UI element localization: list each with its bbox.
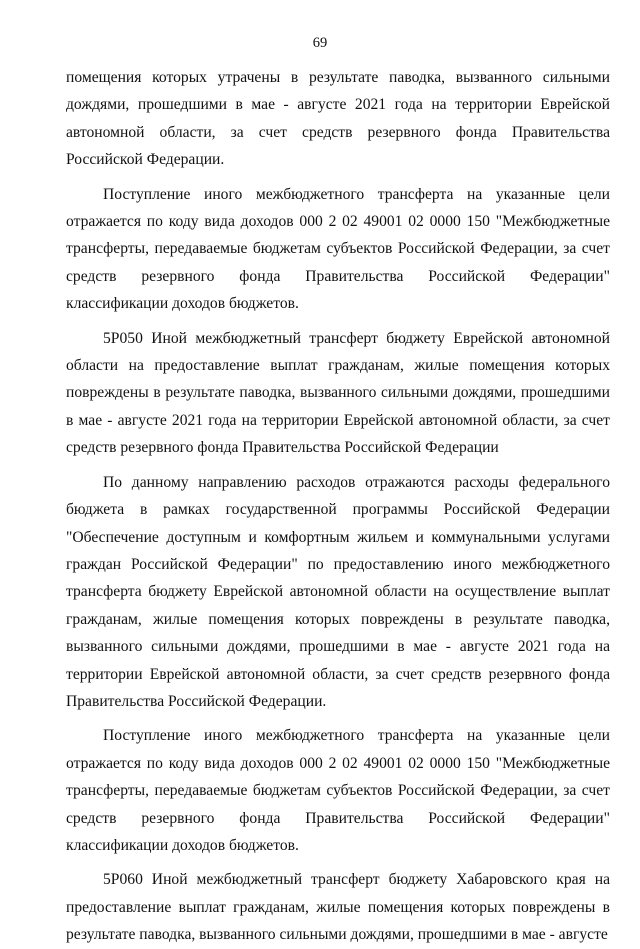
document-body <box>66 64 610 949</box>
paragraph-5p060-heading: 5Р060 Иной межбюджетный трансферт бюджету Хабаровского края на предоставление выплат гражданам, жилые помещения которых повреждены в результате паводка, вызванного сильными дождями, прошедшими в мае - августе <box>66 871 610 944</box>
paragraph-5p050-heading: 5Р050 Иной межбюджетный трансферт бюджету Еврейской автономной области на предоставление выплат гражданам, жилые помещения которых повреждены в результате паводка, вызванного сильными дождями, прошедшими в мае - августе 2021 года на территории Еврейской автономной области, за счет средств резервного фонда Правительства Российской Федерации <box>66 329 610 457</box>
paragraph-income-code-2: Поступление иного межбюджетного трансферта на указанные цели отражается по коду вида доходов 000 2 02 49001 02 0000 150 "Межбюджетные трансферты, передаваемые бюджетам субъектов Российской Федерации, за счет средств резервного фонда Правительства Российской Федерации" классификации доходов бюджетов. <box>66 727 610 854</box>
paragraph-5p050-description: По данному направлению расходов отражаются расходы федерального бюджета в рамках государственной программы Российской Федерации "Обеспечение доступным и комфортным жильем и коммунальными услугами граждан Российской Федерации" по предоставлению иного межбюджетного трансферта бюджету Еврейской автономной области на осуществление выплат гражданам, жилые помещения которых повреждены в результате паводка, вызванного сильными дождями, прошедшими в мае - августе 2021 года на территории Еврейской автономной области, за счет средств резервного фонда Правительства Российской Федерации. <box>66 473 610 710</box>
paragraph-income-code-1: Поступление иного межбюджетного трансферта на указанные цели отражается по коду вида доходов 000 2 02 49001 02 0000 150 "Межбюджетные трансферты, передаваемые бюджетам субъектов Российской Федерации, за счет средств резервного фонда Правительства Российской Федерации" классификации доходов бюджетов. <box>66 185 610 313</box>
page-number: 69 <box>312 35 328 51</box>
paragraph-continuation: помещения которых утрачены в результате паводка, вызванного сильными дождями, прошедшими в мае - августе 2021 года на территории Еврейской автономной области, за счет средств резервного фонда Правительства Российской Федерации. <box>66 69 610 169</box>
